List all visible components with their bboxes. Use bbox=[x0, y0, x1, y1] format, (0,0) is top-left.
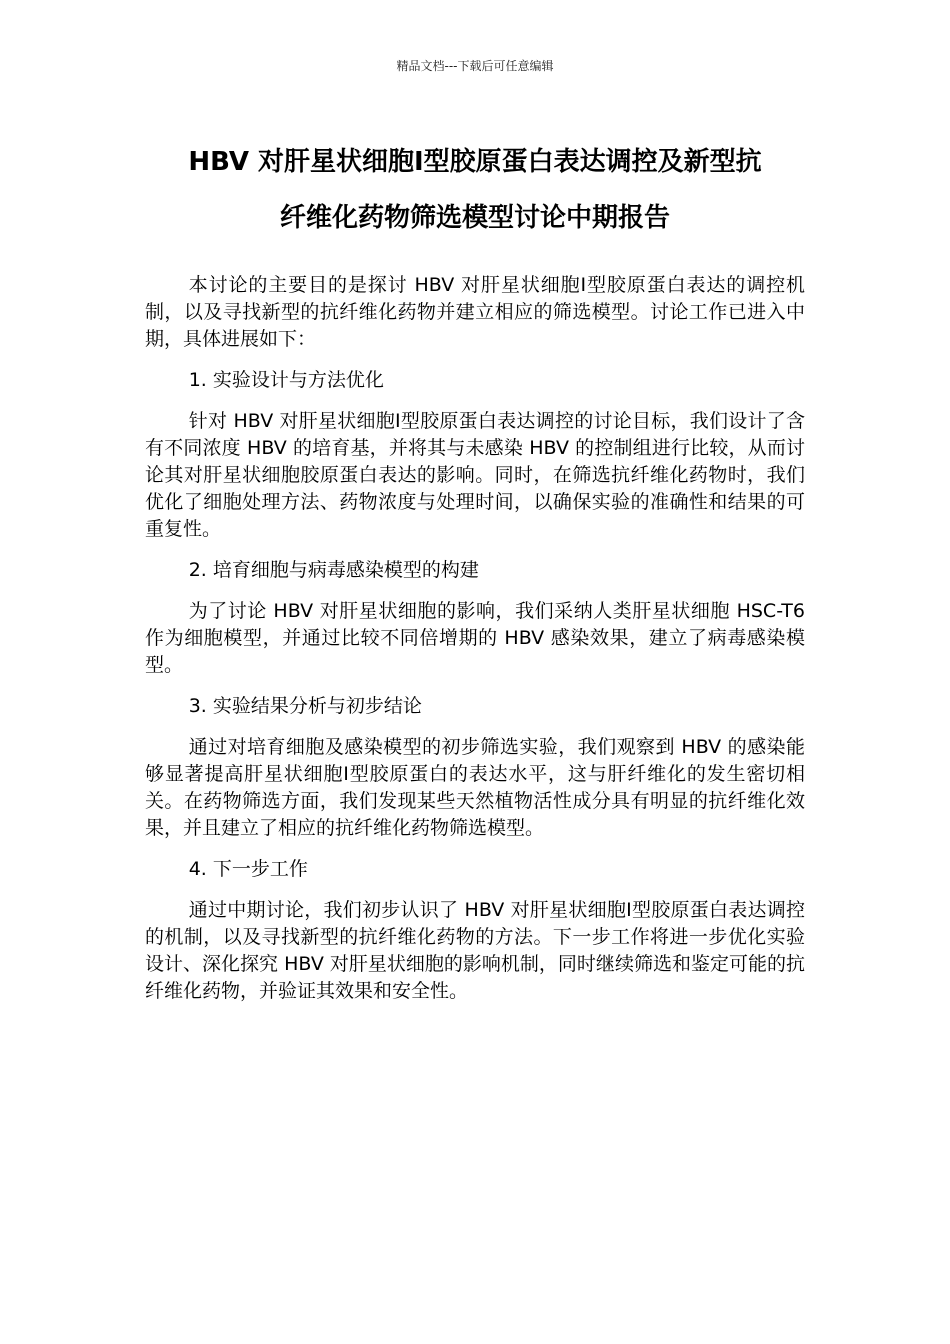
section-1-paragraph: 针对 HBV 对肝星状细胞Ⅰ型胶原蛋白表达调控的讨论目标，我们设计了含有不同浓度 HBV 的培育基，并将其与未感染 HBV 的控制组进行比较，从而讨论其对肝星状细胞胶原蛋白表达的影响。同时，在筛选抗纤维化药物时，我们优化了细胞处理方法、药物浓度与处理时间，以确保实验的准确性和结果的可重复性。 bbox=[145, 410, 805, 540]
section-heading-1: 1. 实验设计与方法优化 bbox=[188, 369, 384, 391]
section-4-paragraph: 通过中期讨论，我们初步认识了 HBV 对肝星状细胞Ⅰ型胶原蛋白表达调控的机制，以及寻找新型的抗纤维化药物的方法。下一步工作将进一步优化实验设计、深化探究 HBV 对肝星状细胞的影响机制，同时继续筛选和鉴定可能的抗纤维化药物，并验证其效果和安全性。 bbox=[145, 899, 805, 1002]
section-3-paragraph: 通过对培育细胞及感染模型的初步筛选实验，我们观察到 HBV 的感染能够显著提高肝星状细胞Ⅰ型胶原蛋白的表达水平，这与肝纤维化的发生密切相关。在药物筛选方面，我们发现某些天然植物活性成分具有明显的抗纤维化效果，并且建立了相应的抗纤维化药物筛选模型。 bbox=[145, 736, 805, 839]
title-line-2: 纤维化药物筛选模型讨论中期报告 bbox=[279, 203, 670, 233]
section-heading-3: 3. 实验结果分析与初步结论 bbox=[188, 695, 422, 717]
section-heading-4: 4. 下一步工作 bbox=[188, 858, 308, 880]
title-line-1: HBV 对肝星状细胞Ⅰ型胶原蛋白表达调控及新型抗 bbox=[188, 147, 762, 177]
header-note: 精品文档---下载后可任意编辑 bbox=[396, 59, 554, 73]
section-2-paragraph: 为了讨论 HBV 对肝星状细胞的影响，我们采纳人类肝星状细胞 HSC-T6 作为细胞模型，并通过比较不同倍增期的 HBV 感染效果，建立了病毒感染模型。 bbox=[145, 600, 805, 676]
document-body bbox=[145, 272, 805, 1019]
section-heading-2: 2. 培育细胞与病毒感染模型的构建 bbox=[188, 559, 479, 581]
document-title bbox=[120, 134, 830, 246]
intro-paragraph: 本讨论的主要目的是探讨 HBV 对肝星状细胞Ⅰ型胶原蛋白表达的调控机制，以及寻找新型的抗纤维化药物并建立相应的筛选模型。讨论工作已进入中期，具体进展如下： bbox=[145, 274, 805, 350]
